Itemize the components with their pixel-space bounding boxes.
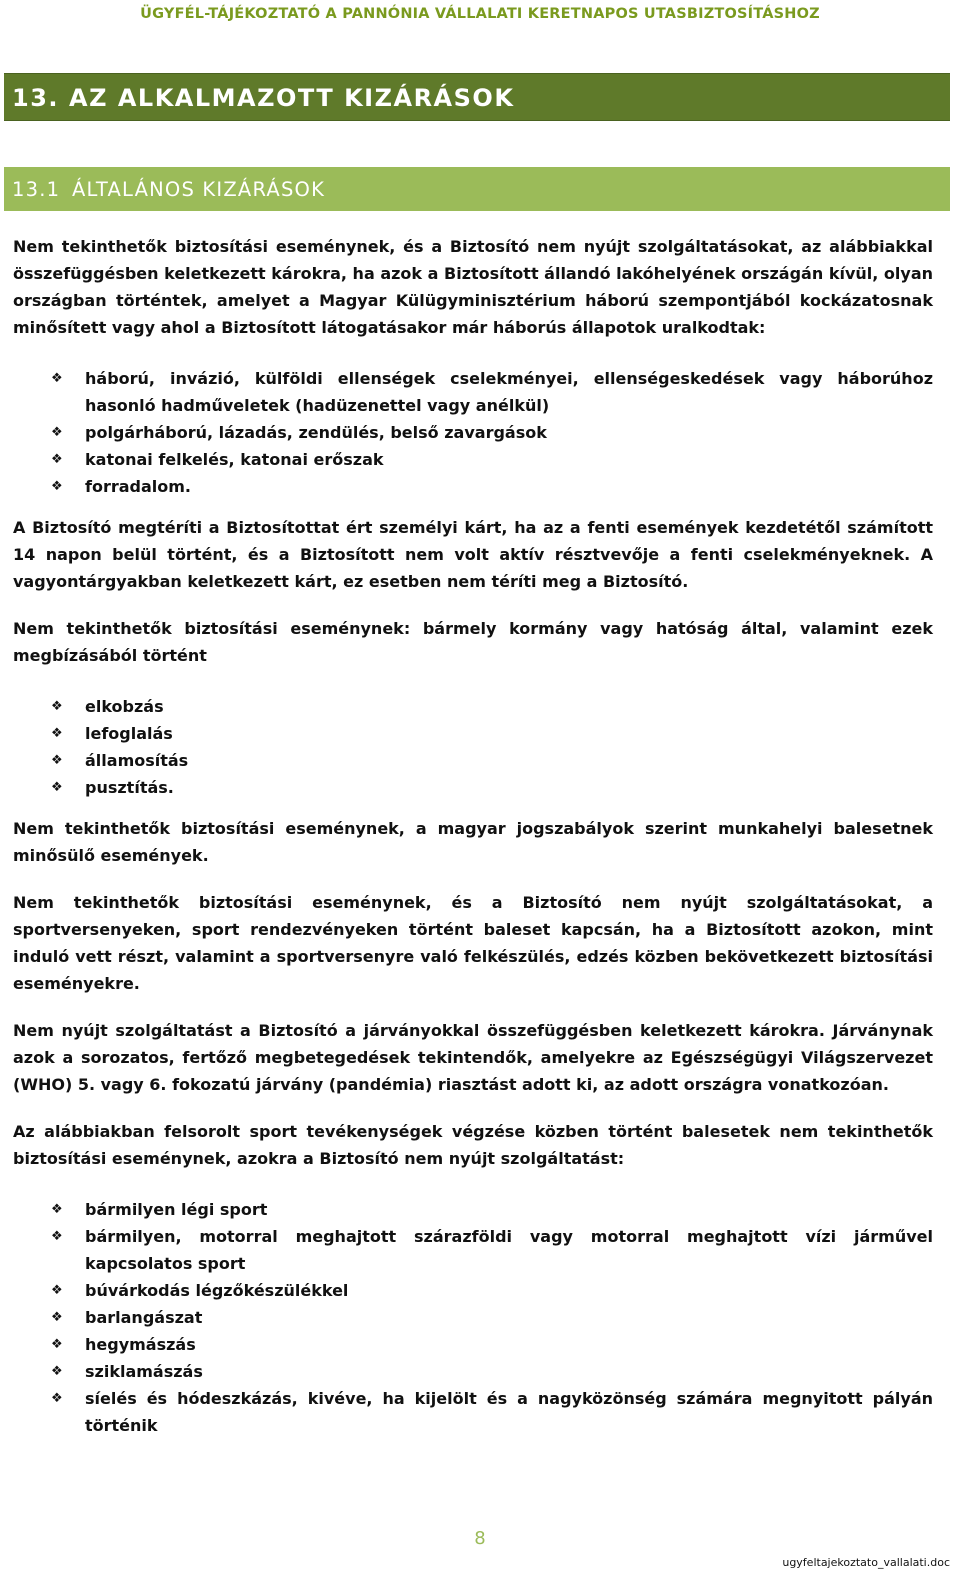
diamond-bullet-icon: ❖ [51, 1283, 63, 1298]
list-item [13, 365, 933, 419]
diamond-bullet-icon: ❖ [51, 699, 63, 714]
diamond-bullet-icon: ❖ [51, 1364, 63, 1379]
list-item [13, 720, 933, 747]
list-item [13, 446, 933, 473]
list-item-text: háború, invázió, külföldi ellenségek cselekményei, ellenségeskedések vagy háborúhoz hasonló hadműveletek (hadüzenettel vagy anélkül) [85, 369, 933, 415]
list-item [13, 1277, 933, 1304]
list-item [13, 1196, 933, 1223]
paragraph-general-exclusions: Nem tekinthetők biztosítási eseménynek, és a Biztosító nem nyújt szolgáltatásokat, az alábbiakkal összefüggésben keletkezett károkra, ha azok a Biztosított állandó lakóhelyének országán kívül, olyan országban történtek, amelyet a Magyar Külügyminisztérium háború szempontjából kockázatosnak minősített vagy ahol a Biztosított látogatásakor már háborús állapotok uralkodtak: [13, 237, 933, 337]
document-filename: ugyfeltajekoztato_vallalati.doc [782, 1556, 950, 1569]
diamond-bullet-icon: ❖ [51, 371, 63, 386]
diamond-bullet-icon: ❖ [51, 479, 63, 494]
page-number: 8 [474, 1528, 486, 1549]
list-item [13, 419, 933, 446]
government-actions-list [13, 693, 933, 801]
paragraph-sports-competitions: Nem tekinthetők biztosítási eseménynek, és a Biztosító nem nyújt szolgáltatásokat, a sportversenyeken, sport rendezvényeken történt baleset kapcsán, ha a Biztosított azokon, mint induló vett részt, valamint a sportversenyre való felkészülés, edzés közben bekövetkezett biztosítási eseményekre. [13, 893, 933, 993]
list-item-text: pusztítás. [85, 778, 174, 797]
diamond-bullet-icon: ❖ [51, 452, 63, 467]
list-item-text: búvárkodás légzőkészülékkel [85, 1281, 349, 1300]
diamond-bullet-icon: ❖ [51, 780, 63, 795]
list-item-text: bármilyen, motorral meghajtott szárazföldi vagy motorral meghajtott vízi járművel kapcsolatos sport [85, 1227, 933, 1273]
list-item [13, 774, 933, 801]
paragraph-sports-activities: Az alábbiakban felsorolt sport tevékenységek végzése közben történt balesetek nem tekinthetők biztosítási eseménynek, azokra a Biztosító nem nyújt szolgáltatást: [13, 1122, 933, 1168]
list-item-text: államosítás [85, 751, 189, 770]
diamond-bullet-icon: ❖ [51, 1202, 63, 1217]
chapter-heading [4, 73, 950, 121]
chapter-number: 13. [12, 84, 60, 112]
list-item-text: forradalom. [85, 477, 192, 496]
list-item-text: elkobzás [85, 697, 164, 716]
diamond-bullet-icon: ❖ [51, 1229, 63, 1244]
list-item-text: hegymászás [85, 1335, 196, 1354]
section-number: 13.1 [12, 178, 61, 201]
list-item-text: barlangászat [85, 1308, 203, 1327]
diamond-bullet-icon: ❖ [51, 726, 63, 741]
list-item [13, 1358, 933, 1385]
diamond-bullet-icon: ❖ [51, 1391, 63, 1406]
section-heading [4, 167, 950, 211]
page-header: ÜGYFÉL-TÁJÉKOZTATÓ A PANNÓNIA VÁLLALATI KERETNAPOS UTASBIZTOSÍTÁSHOZ [140, 6, 820, 22]
list-item [13, 1385, 933, 1439]
sports-exclusions-list [13, 1196, 933, 1439]
paragraph-epidemics: Nem nyújt szolgáltatást a Biztosító a járványokkal összefüggésben keletkezett károkra. Járványnak azok a sorozatos, fertőző megbetegedések tekintendők, amelyekre az Egészségügyi Világszervezet (WHO) 5. vagy 6. fokozatú járvány (pandémia) riasztást adott ki, az adott országra vonatkozóan. [13, 1021, 933, 1094]
chapter-title: AZ ALKALMAZOTT KIZÁRÁSOK [69, 84, 515, 112]
diamond-bullet-icon: ❖ [51, 1337, 63, 1352]
list-item-text: síelés és hódeszkázás, kivéve, ha kijelölt és a nagyközönség számára megnyitott pályán történik [85, 1389, 933, 1435]
list-item [13, 1304, 933, 1331]
section-title: ÁLTALÁNOS KIZÁRÁSOK [72, 178, 326, 201]
diamond-bullet-icon: ❖ [51, 753, 63, 768]
paragraph-workplace-accidents: Nem tekinthetők biztosítási eseménynek, a magyar jogszabályok szerint munkahelyi balesetnek minősülő események. [13, 819, 933, 865]
list-item-text: bármilyen légi sport [85, 1200, 268, 1219]
list-item [13, 1331, 933, 1358]
list-item [13, 693, 933, 720]
diamond-bullet-icon: ❖ [51, 1310, 63, 1325]
list-item [13, 1223, 933, 1277]
diamond-bullet-icon: ❖ [51, 425, 63, 440]
war-exclusions-list [13, 365, 933, 500]
list-item [13, 747, 933, 774]
document-body [13, 233, 933, 1453]
list-item-text: polgárháború, lázadás, zendülés, belső zavargások [85, 423, 547, 442]
paragraph-government-actions: Nem tekinthetők biztosítási eseménynek: bármely kormány vagy hatóság által, valamint ezek megbízásából történt [13, 619, 933, 665]
list-item [13, 473, 933, 500]
paragraph-personal-damage: A Biztosító megtéríti a Biztosítottat ért személyi kárt, ha az a fenti események kezdetétől számított 14 napon belül történt, és a Biztosított nem volt aktív résztvevője a fenti cselekményeknek. A vagyontárgyakban keletkezett kárt, ez esetben nem téríti meg a Biztosító. [13, 518, 933, 591]
list-item-text: sziklamászás [85, 1362, 203, 1381]
list-item-text: lefoglalás [85, 724, 173, 743]
list-item-text: katonai felkelés, katonai erőszak [85, 450, 384, 469]
